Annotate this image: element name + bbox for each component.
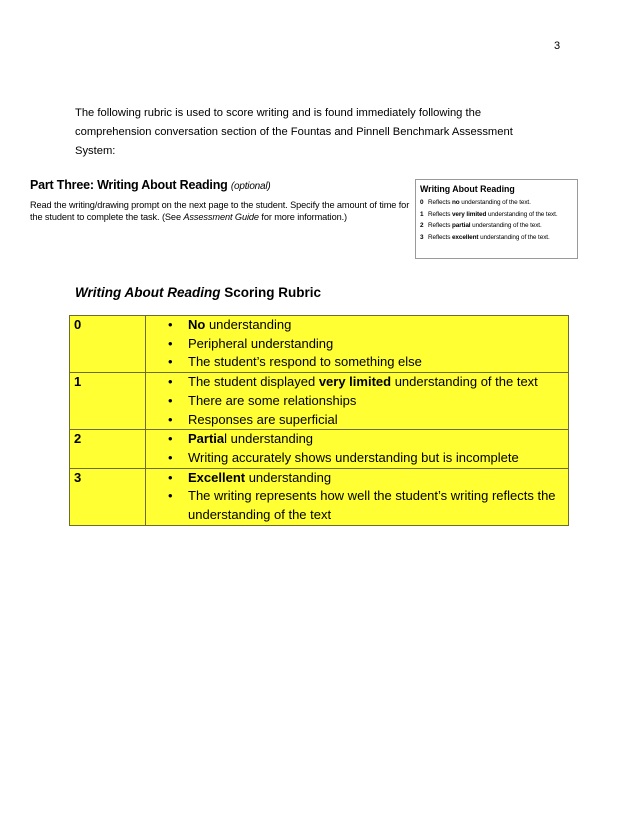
bullet-text: Writing accurately shows understanding but is incomplete: [188, 449, 519, 465]
bullet-text-bold: Partia: [188, 431, 225, 447]
rubric-bullet-list: [146, 469, 568, 525]
rubric-criteria: [146, 468, 569, 525]
scan-box-rows: [420, 197, 577, 243]
scan-box-text-bold: very limited: [451, 210, 487, 218]
scan-box-text-pre: Reflects: [428, 210, 452, 218]
bullet-text: There are some relationships: [188, 392, 357, 408]
rubric-bullet: [146, 335, 568, 354]
rubric-criteria: [146, 316, 569, 373]
bullet-text: understanding: [205, 317, 292, 332]
rubric-score: 2: [70, 430, 146, 468]
scan-heading-text: Part Three: Writing About Reading: [30, 178, 228, 192]
rubric-title-rest: Scoring Rubric: [220, 285, 321, 300]
bullet-text: Peripheral understanding: [188, 335, 334, 351]
scan-box-text-pre: Reflects: [428, 233, 452, 241]
intro-paragraph: The following rubric is used to score writing and is found immediately following the comprehension conversation section of the Fountas and Pinnell Benchmark Assessment System:: [75, 107, 513, 157]
rubric-score: 0: [70, 316, 146, 373]
rubric-bullet: [146, 316, 568, 335]
scan-box-text-pre: Reflects: [428, 199, 452, 206]
rubric-bullet: [146, 392, 568, 411]
scan-instructions-guide: Assessment Guide: [183, 211, 259, 222]
scan-box-text-bold: partial: [451, 222, 471, 229]
bullet-text: The writing represents how well the student’s writing reflects the understanding of the text: [188, 488, 556, 523]
scan-score-box: [415, 179, 578, 259]
bullet-text-bold: very limited: [318, 374, 392, 390]
rubric-bullet-list: [146, 373, 568, 429]
rubric-row: [70, 430, 569, 468]
rubric-bullet-list: [146, 316, 568, 372]
rubric-row: [70, 316, 569, 373]
scan-box-score: 0: [420, 199, 424, 206]
scan-instructions: [30, 200, 410, 223]
bullet-text: understanding: [245, 469, 332, 485]
scan-box-row: [420, 197, 577, 209]
rubric-score: 3: [70, 468, 146, 525]
rubric-table: [69, 315, 569, 526]
rubric-title-italic: Writing About Reading: [75, 285, 221, 300]
bullet-text: l understanding: [224, 431, 314, 447]
rubric-criteria: [146, 373, 569, 430]
rubric-bullet-list: [146, 430, 568, 467]
scan-box-score: 3: [420, 233, 424, 241]
bullet-text: The student’s respond to something else: [188, 354, 422, 370]
rubric-score: 1: [70, 373, 146, 430]
scan-box-text-post: understanding of the text.: [470, 222, 542, 229]
scan-box-text-post: understanding of the text.: [478, 233, 550, 241]
scanned-excerpt: [30, 178, 410, 223]
scan-heading-optional: (optional): [230, 181, 271, 192]
scan-box-text-post: understanding of the text.: [459, 199, 531, 206]
rubric-bullet: [146, 373, 568, 392]
scan-box-row: [420, 209, 577, 221]
page-number: 3: [554, 40, 561, 52]
rubric-row: [70, 468, 569, 525]
rubric-bullet: [146, 411, 568, 430]
bullet-text: Responses are superficial: [188, 411, 338, 427]
scan-box-text-pre: Reflects: [428, 222, 452, 229]
rubric-criteria: [146, 430, 569, 468]
scan-box-text-post: understanding of the text.: [486, 210, 558, 218]
scan-instructions-part1: Read the writing/drawing prompt on the next page to the student. Specify the amount of time for the student to complete the task. (See: [30, 200, 410, 222]
scan-box-row: [420, 232, 577, 244]
rubric-bullet: [146, 469, 568, 488]
rubric-bullet: [146, 487, 568, 524]
scan-box-score: 2: [420, 222, 424, 229]
rubric-row: [70, 373, 569, 430]
scan-heading: [30, 178, 410, 192]
rubric-bullet: [146, 449, 568, 468]
rubric-bullet: [146, 353, 568, 372]
scan-box-title: Writing About Reading: [420, 184, 515, 194]
scan-box-text-bold: no: [451, 199, 460, 206]
scan-box-score: 1: [420, 210, 424, 218]
scan-box-row: [420, 220, 577, 232]
bullet-text: understanding of the text: [391, 374, 538, 390]
rubric-title: [75, 285, 321, 300]
rubric-bullet: [146, 430, 568, 449]
scan-instructions-part2: for more information.): [258, 211, 347, 222]
bullet-text-pre: The student displayed: [188, 374, 319, 390]
bullet-text-bold: No: [188, 317, 206, 332]
bullet-text-bold: Excellent: [188, 469, 246, 485]
scan-box-text-bold: excellent: [451, 233, 479, 241]
